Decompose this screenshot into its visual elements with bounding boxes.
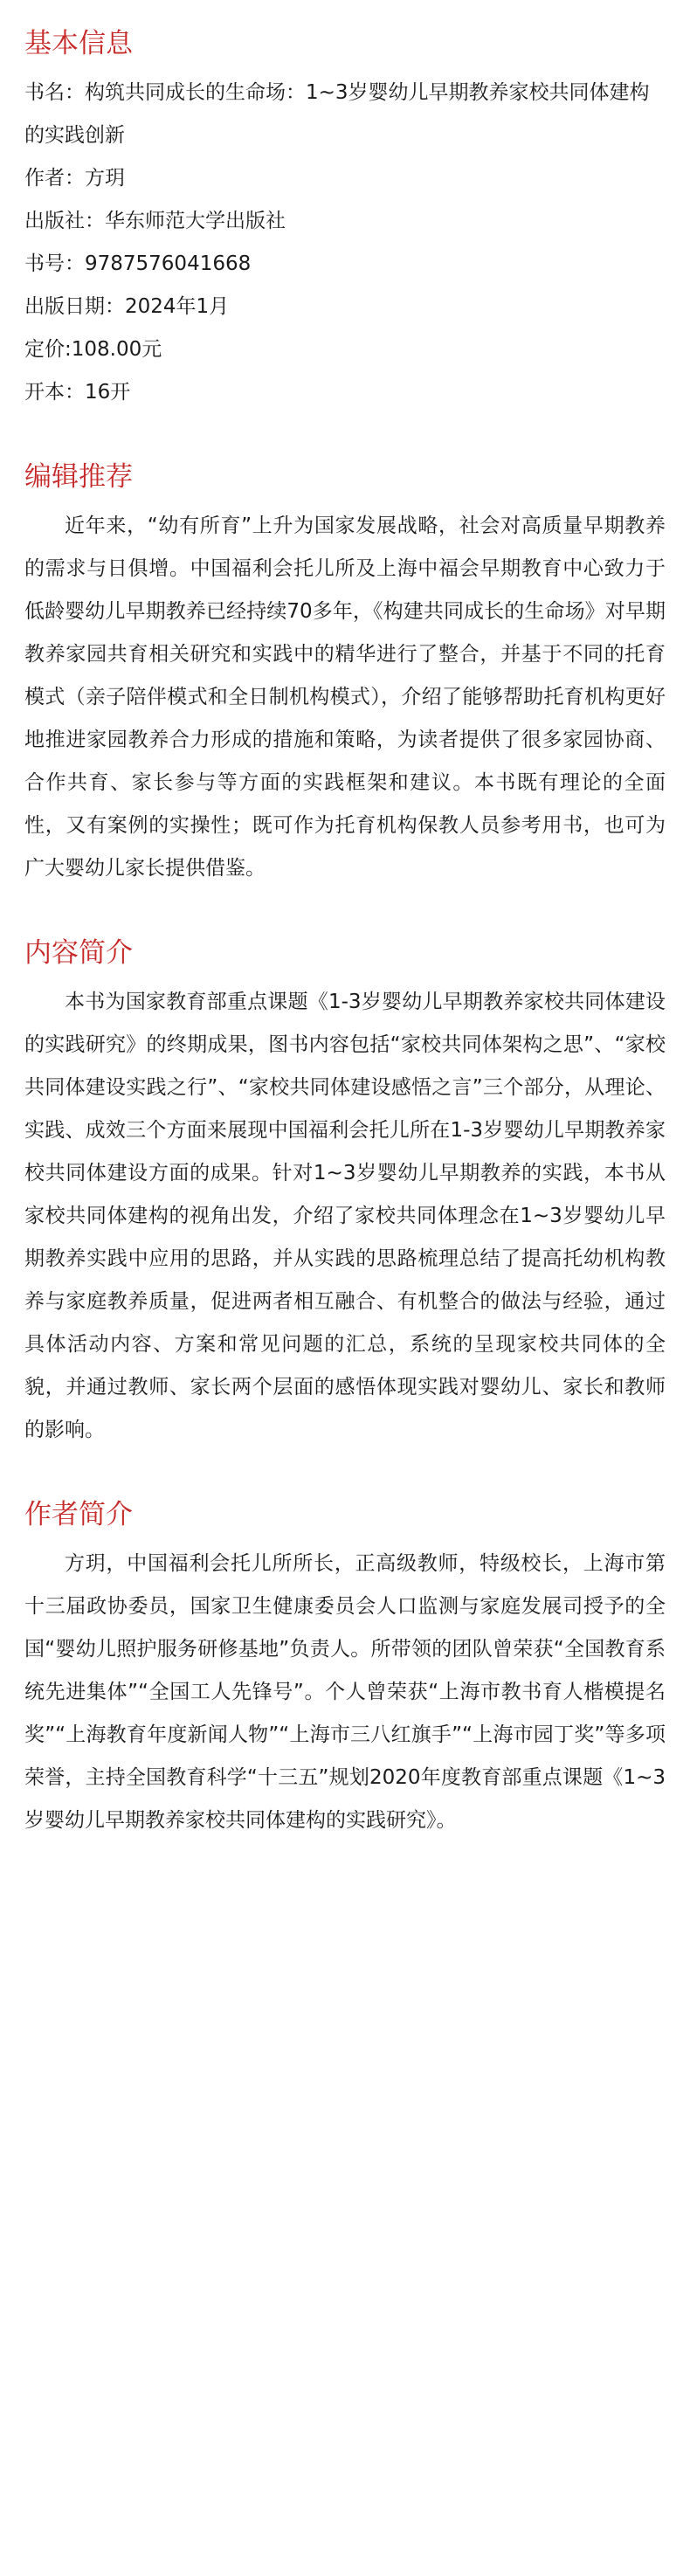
price-line: 定价:108.00元: [24, 338, 162, 361]
content-summary-text: 本书为国家教育部重点课题《1-3岁婴幼儿早期教养家校共同体建设的实践研究》的终期成果，图书内容包括“家校共同体架构之思”、“家校共同体建设实践之行”、“家校共同体建设感悟之言”三个部分，从理论、实践、成效三个方面来展现中国福利会托儿所在1-3岁婴幼儿早期教养家校共同体建设方面的成果。针对1~3岁婴幼儿早期教养的实践，本书从家校共同体建构的视角出发，介绍了家校共同体理念在1~3岁婴幼儿早期教养实践中应用的思路，并从实践的思路梳理总结了提高托幼机构教养与家庭教养质量，促进两者相互融合、有机整合的做法与经验，通过具体活动内容、方案和常见问题的汇总，系统的呈现家校共同体的全貌，并通过教师、家长两个层面的感悟体现实践对婴幼儿、家长和教师的影响。: [24, 991, 666, 1441]
content-summary-heading: 内容简介: [24, 937, 133, 969]
editor-recommendation-text: 近年来，“幼有所育”上升为国家发展战略，社会对高质量早期教养的需求与日俱增。中国福利会托儿所及上海中福会早期教育中心致力于低龄婴幼儿早期教养已经持续70多年，《构建共同成长的生命场》对早期教养家园共育相关研究和实践中的精华进行了整合，并基于不同的托育模式（亲子陪伴模式和全日制机构模式），介绍了能够帮助托育机构更好地推进家园教养合力形成的措施和策略，为读者提供了很多家园协商、合作共育、家长参与等方面的实践框架和建议。本书既有理论的全面性，又有案例的实操性；既可作为托育机构保教人员参考用书，也可为广大婴幼儿家长提供借鉴。: [24, 515, 666, 880]
format-line: 开本：16开: [24, 381, 131, 404]
author-line: 作者：方玥: [24, 167, 125, 190]
editor-recommendation-section: [24, 458, 666, 890]
book-title-line: 书名：构筑共同成长的生命场：1~3岁婴幼儿早期教养家校共同体建构的实践创新: [24, 81, 650, 147]
author-intro-section: [24, 1495, 666, 1842]
content-summary-section: [24, 934, 666, 1452]
author-intro-heading: 作者简介: [24, 1499, 133, 1530]
editor-recommendation-heading: 编辑推荐: [24, 461, 133, 493]
basic-info-heading: 基本信息: [24, 28, 133, 59]
isbn-line: 书号：9787576041668: [24, 252, 252, 275]
basic-info-section: [24, 24, 666, 414]
publisher-line: 出版社：华东师范大学出版社: [24, 210, 286, 232]
publish-date-line: 出版日期：2024年1月: [24, 295, 230, 318]
author-intro-text: 方玥，中国福利会托儿所所长，正高级教师，特级校长，上海市第十三届政协委员，国家卫生健康委员会人口监测与家庭发展司授予的全国“婴幼儿照护服务研修基地”负责人。所带领的团队曾荣获“全国教育系统先进集体”“全国工人先锋号”。个人曾荣获“上海市教书育人楷模提名奖”“上海教育年度新闻人物”“上海市三八红旗手”“上海市园丁奖”等多项荣誉，主持全国教育科学“十三五”规划2020年度教育部重点课题《1~3岁婴幼儿早期教养家校共同体建构的实践研究》。: [24, 1552, 666, 1832]
